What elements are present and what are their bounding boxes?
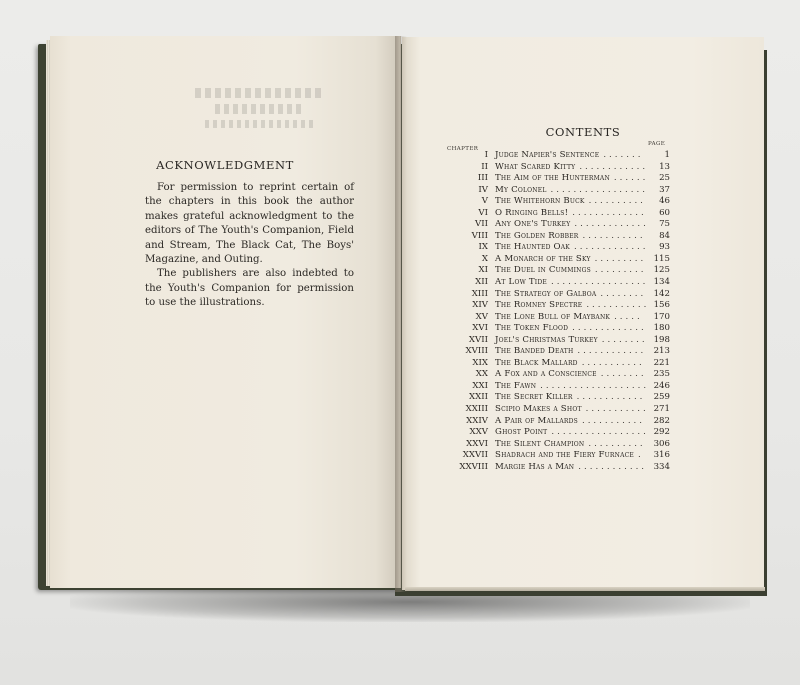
chapter-title: The Strategy of Galboa ........ bbox=[495, 288, 647, 299]
chapter-title: A Fox and a Conscience ........ bbox=[495, 369, 647, 380]
chapter-page: 170 bbox=[653, 311, 670, 322]
chapter-page: 180 bbox=[653, 323, 670, 334]
chapter-title: The Lone Bull of Maybank ..... bbox=[495, 311, 643, 322]
chapter-page: 292 bbox=[653, 427, 670, 438]
chapter-page: 334 bbox=[653, 461, 670, 472]
contents-heading: CONTENTS bbox=[545, 125, 621, 139]
toc-entry bbox=[441, 289, 671, 301]
dot-leader: ....... bbox=[603, 150, 644, 160]
toc-entry bbox=[441, 404, 671, 416]
dot-leader: ........ bbox=[601, 334, 648, 345]
chapter-number: XXII bbox=[468, 392, 488, 403]
dot-leader: ............. bbox=[572, 207, 647, 218]
chapter-number: I bbox=[484, 150, 488, 160]
toc-entry bbox=[441, 173, 671, 185]
dot-leader: ........... bbox=[581, 415, 646, 426]
chapter-page: 1 bbox=[664, 150, 670, 160]
chapter-title: The Golden Robber ........... bbox=[495, 230, 646, 241]
dot-leader: ......... bbox=[594, 265, 647, 276]
chapter-page: 25 bbox=[659, 173, 670, 184]
toc-entry bbox=[441, 462, 671, 474]
chapter-number: IV bbox=[478, 184, 488, 195]
chapter-page: 134 bbox=[653, 277, 670, 288]
chapter-title: Ghost Point ................. bbox=[495, 427, 649, 438]
chapter-number: XXV bbox=[469, 427, 488, 438]
chapter-number: XXVIII bbox=[459, 461, 488, 472]
toc-entry bbox=[441, 196, 671, 208]
chapter-page: 75 bbox=[659, 219, 670, 230]
chapter-number: XVI bbox=[472, 323, 488, 334]
chapter-page: 142 bbox=[653, 288, 670, 299]
chapter-number: XXI bbox=[472, 380, 488, 391]
chapter-page: 93 bbox=[659, 242, 670, 253]
toc-entry bbox=[441, 450, 671, 462]
dot-leader: ................. bbox=[550, 184, 648, 195]
chapter-number: XX bbox=[475, 369, 488, 380]
chapter-number: XXIII bbox=[465, 404, 488, 415]
dot-leader: .......... bbox=[588, 438, 646, 449]
toc-entry bbox=[441, 381, 671, 393]
chapter-page: 125 bbox=[653, 265, 670, 276]
toc-entry bbox=[441, 300, 671, 312]
dot-leader: ............ bbox=[577, 346, 647, 357]
chapter-number: XI bbox=[478, 265, 488, 276]
chapter-number: IX bbox=[478, 242, 488, 253]
acknowledgment-heading: ACKNOWLEDGMENT bbox=[156, 158, 294, 172]
chapter-number: XIV bbox=[472, 300, 488, 311]
dot-leader: ........... bbox=[582, 230, 646, 241]
chapter-title: The Token Flood ............. bbox=[495, 323, 647, 334]
chapter-page: 246 bbox=[653, 380, 670, 391]
chapter-title: Shadrach and the Fiery Furnace . bbox=[495, 450, 644, 461]
chapter-number: V bbox=[481, 196, 488, 207]
toc-entry bbox=[441, 242, 671, 254]
dot-leader: ........ bbox=[600, 288, 647, 299]
toc-entry bbox=[441, 369, 671, 381]
chapter-page: 213 bbox=[653, 346, 670, 357]
chapter-column-header: CHAPTER bbox=[447, 146, 479, 152]
chapter-page: 60 bbox=[659, 207, 670, 218]
chapter-number: II bbox=[481, 161, 488, 172]
chapter-page: 316 bbox=[653, 450, 670, 461]
toc-entry bbox=[441, 219, 671, 231]
toc-entry bbox=[441, 265, 671, 277]
toc-entry bbox=[441, 254, 671, 266]
chapter-title: My Colonel ................. bbox=[495, 184, 648, 195]
chapter-page: 115 bbox=[653, 253, 670, 264]
chapter-page: 37 bbox=[659, 184, 670, 195]
chapter-title: A Pair of Mallards ........... bbox=[495, 415, 646, 426]
dot-leader: ............ bbox=[579, 161, 649, 172]
dot-leader: ........... bbox=[581, 357, 645, 368]
chapter-page: 221 bbox=[653, 357, 670, 368]
chapter-title: What Scared Kitty ............ bbox=[495, 161, 649, 172]
chapter-title: The Romney Spectre ........... bbox=[495, 300, 650, 311]
toc-entry bbox=[441, 150, 671, 162]
dot-leader: ................. bbox=[551, 427, 649, 438]
dot-leader: ................... bbox=[540, 380, 650, 391]
toc-entry bbox=[441, 439, 671, 451]
chapter-page: 84 bbox=[659, 230, 670, 241]
chapter-number: XXVII bbox=[462, 450, 488, 461]
toc-entry bbox=[441, 162, 671, 174]
dot-leader: ...... bbox=[613, 173, 649, 184]
chapter-title: O Ringing Bells! ............. bbox=[495, 207, 647, 218]
chapter-number: X bbox=[481, 253, 488, 264]
chapter-title: Margie Has a Man ............ bbox=[495, 461, 648, 472]
dot-leader: ..... bbox=[614, 311, 643, 322]
chapter-number: XVIII bbox=[465, 346, 488, 357]
toc-entry bbox=[441, 427, 671, 439]
dot-leader: ................. bbox=[550, 277, 649, 288]
chapter-title: The Fawn ................... bbox=[495, 380, 650, 391]
chapter-title: The Silent Champion .......... bbox=[495, 438, 646, 449]
chapter-number: XXIV bbox=[466, 415, 488, 426]
chapter-number: XV bbox=[475, 311, 488, 322]
chapter-number: III bbox=[477, 173, 488, 184]
chapter-title: The Secret Killer ............ bbox=[495, 392, 646, 403]
dot-leader: .......... bbox=[588, 196, 646, 207]
chapter-page: 198 bbox=[653, 334, 670, 345]
chapter-number: XII bbox=[475, 277, 488, 288]
toc-entry bbox=[441, 335, 671, 347]
chapter-number: VIII bbox=[471, 230, 488, 241]
chapter-number: XVII bbox=[468, 334, 488, 345]
chapter-page: 13 bbox=[659, 161, 670, 172]
bleed-through-texture bbox=[175, 82, 345, 162]
chapter-title: The Duel in Cummings ......... bbox=[495, 265, 647, 276]
toc-entry bbox=[441, 416, 671, 428]
chapter-page: 259 bbox=[653, 392, 670, 403]
dot-leader: ............. bbox=[572, 323, 647, 334]
dot-leader: ............ bbox=[576, 392, 646, 403]
chapter-title: At Low Tide ................. bbox=[495, 277, 649, 288]
chapter-page: 282 bbox=[653, 415, 670, 426]
chapter-title: The Black Mallard ........... bbox=[495, 357, 645, 368]
dot-leader: ........ bbox=[600, 369, 647, 380]
chapter-page: 156 bbox=[653, 300, 670, 311]
chapter-title: The Banded Death ............ bbox=[495, 346, 647, 357]
dot-leader: ........... bbox=[585, 404, 649, 415]
acknowledgment-paragraph-2: The publishers are also indebted to the Youth's Companion for permission to use the illustrations. bbox=[145, 268, 354, 309]
dot-leader: ......... bbox=[594, 253, 647, 264]
toc-entry bbox=[441, 277, 671, 289]
dot-leader: . bbox=[637, 450, 644, 461]
chapter-page: 306 bbox=[653, 438, 670, 449]
chapter-title: Scipio Makes a Shot ........... bbox=[495, 404, 649, 415]
chapter-page: 271 bbox=[653, 404, 670, 415]
dot-leader: ............. bbox=[574, 219, 649, 230]
dot-leader: ............. bbox=[574, 242, 649, 253]
acknowledgment-body bbox=[145, 181, 354, 311]
toc-entry bbox=[441, 231, 671, 243]
table-of-contents bbox=[441, 150, 671, 473]
chapter-page: 46 bbox=[659, 196, 670, 207]
dot-leader: ........... bbox=[586, 300, 650, 311]
book-gutter bbox=[395, 36, 407, 592]
toc-entry bbox=[441, 323, 671, 335]
toc-entry bbox=[441, 358, 671, 370]
chapter-title: Any One's Turkey ............. bbox=[495, 219, 649, 230]
chapter-title: The Whitehorn Buck .......... bbox=[495, 196, 646, 207]
chapter-number: XIII bbox=[471, 288, 488, 299]
chapter-number: XIX bbox=[472, 357, 488, 368]
toc-entry bbox=[441, 392, 671, 404]
dot-leader: ............ bbox=[578, 461, 648, 472]
toc-entry bbox=[441, 346, 671, 358]
toc-entry bbox=[441, 185, 671, 197]
toc-entry bbox=[441, 208, 671, 220]
chapter-number: VI bbox=[478, 207, 488, 218]
chapter-title: Judge Napier's Sentence ....... bbox=[495, 150, 644, 160]
chapter-number: XXVI bbox=[466, 438, 488, 449]
page-column-header: PAGE bbox=[648, 141, 666, 147]
chapter-number: VII bbox=[475, 219, 488, 230]
chapter-title: A Monarch of the Sky ......... bbox=[495, 253, 647, 264]
acknowledgment-paragraph-1: For permission to reprint certain of the chapters in this book the author makes grateful acknowledgment to the editors of The Youth's Companion, Field and Stream, The Black Cat, The Boys' Magazine, and Outing. bbox=[145, 182, 354, 266]
chapter-title: The Aim of the Hunterman ...... bbox=[495, 173, 649, 184]
chapter-title: Joel's Christmas Turkey ........ bbox=[495, 334, 648, 345]
toc-entry bbox=[441, 312, 671, 324]
chapter-page: 235 bbox=[653, 369, 670, 380]
chapter-title: The Haunted Oak ............. bbox=[495, 242, 649, 253]
page-bottom-edge bbox=[405, 587, 765, 591]
